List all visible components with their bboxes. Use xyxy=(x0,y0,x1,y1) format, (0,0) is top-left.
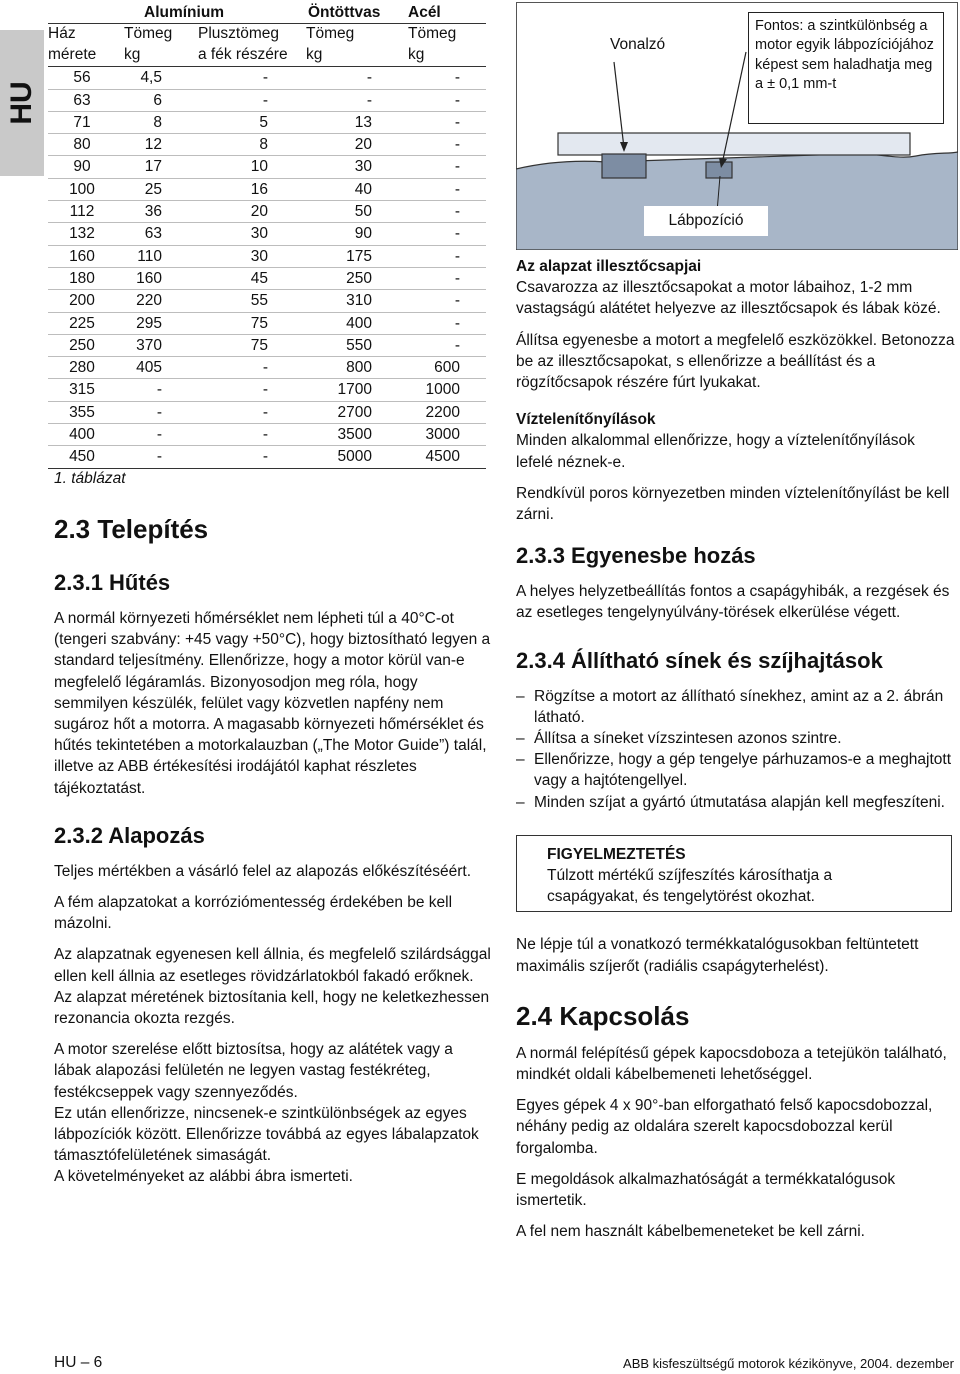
table-cell: 160 xyxy=(116,267,190,289)
table-row xyxy=(48,401,486,423)
table-row xyxy=(48,223,486,245)
table-cell: 550 xyxy=(298,334,398,356)
table-cell: 30 xyxy=(298,156,398,178)
table-cell: 36 xyxy=(116,201,190,223)
table-body xyxy=(48,67,486,468)
table-cell: 45 xyxy=(190,267,298,289)
cooling-paragraph: A normál környezeti hőmérséklet nem lépheti túl a 40°C-ot (tengeri szabvány: +45 vagy +50°C), hogy biztosítható legyen a standard teljesítmény. Ellenőrizze, hogy a motor körül van-e megfelelő légáramlás. Bizonyosodjon meg róla, hogy semmilyen készülék, felület vagy közvetlen napfény nem sugároz hőt a motorra. A magasabb környezeti hőmérséklet és hűtés tekintetében a motorkalauzban („The Motor Guide”) talál, illetve az ABB értékesítési irodájától kaphat részletes tájékoztatást. xyxy=(54,610,491,797)
drain-paragraph-2: Rendkívül poros környezetben minden víztelenítőnyílást be kell zárni. xyxy=(516,484,950,524)
table-cell: 13 xyxy=(298,111,398,133)
table-cell: - xyxy=(398,156,486,178)
table-cell: 355 xyxy=(48,401,116,423)
foundation-paragraph-2: A fém alapzatokat a korróziómentesség érdekében be kell mázolni. xyxy=(54,894,453,933)
table-cell: - xyxy=(116,401,190,423)
header-frame-size: Ház xyxy=(48,25,76,43)
foundation-paragraph-4a: A motor szerelése előtt biztosítsa, hogy az alátétek vagy a lábak alapozási felületén ne legyen vastag festékréteg, festékcseppek vagy szennyeződés. xyxy=(54,1041,453,1101)
header-st-mass: Tömeg xyxy=(408,25,457,43)
table-cell: 295 xyxy=(116,312,190,334)
table-cell: 112 xyxy=(48,201,116,223)
mass-table-container xyxy=(48,2,488,469)
table-cell: - xyxy=(190,89,298,111)
table-cell: 450 xyxy=(48,446,116,468)
heading-alignment: 2.3.3 Egyenesbe hozás xyxy=(516,543,756,569)
table-cell: 2200 xyxy=(398,401,486,423)
table-cell: 180 xyxy=(48,267,116,289)
bolts-paragraph: Csavarozza az illesztőcsapokat a motor lábaihoz, 1-2 mm vastagságú alátétet helyezve az illesztőcsapok és lábak közé. xyxy=(516,279,941,318)
table-cell: 75 xyxy=(190,334,298,356)
table-cell: 405 xyxy=(116,357,190,379)
table-cell: 55 xyxy=(190,290,298,312)
table-cell: 10 xyxy=(190,156,298,178)
foot-pad-left xyxy=(602,154,646,178)
table-cell: - xyxy=(190,424,298,446)
table-cell: 25 xyxy=(116,178,190,200)
ruler-shape xyxy=(558,133,910,155)
table-cell: - xyxy=(398,245,486,267)
header-extra-mass: Plusztömeg xyxy=(198,25,279,43)
table-cell: 175 xyxy=(298,245,398,267)
header-frame-size-2: mérete xyxy=(48,44,116,67)
table-cell: 3500 xyxy=(298,424,398,446)
table-cell: 1700 xyxy=(298,379,398,401)
table-cell: 1000 xyxy=(398,379,486,401)
table-cell: 280 xyxy=(48,357,116,379)
table-cell: 90 xyxy=(298,223,398,245)
heading-rails: 2.3.4 Állítható sínek és szíjhajtások xyxy=(516,647,883,673)
table-row xyxy=(48,201,486,223)
table-cell: 800 xyxy=(298,357,398,379)
left-column xyxy=(54,512,494,1188)
table-cell: 20 xyxy=(190,201,298,223)
table-row xyxy=(48,379,486,401)
table-row xyxy=(48,424,486,446)
table-cell: - xyxy=(190,446,298,468)
table-cell: 71 xyxy=(48,111,116,133)
alignment-paragraph: A helyes helyzetbeállítás fontos a csapágyhibák, a rezgések és az esetleges tengelynyúlvány-törések elkerülése végett. xyxy=(516,583,950,622)
table-cell: 370 xyxy=(116,334,190,356)
connection-paragraph-2: Egyes gépek 4 x 90°-ban elforgatható felső kapocsdobozzal, néhány pedig az oldalára szerelt kapocsdobozzal kerül forgalomba. xyxy=(516,1097,933,1157)
header-ci-mass: Tömeg xyxy=(306,25,355,43)
table-cell: 100 xyxy=(48,178,116,200)
foundation-paragraph-1: Teljes mértékben a vásárló felel az alapozás előkészítéséért. xyxy=(54,862,471,880)
belt-paragraph: Ne lépje túl a vonatkozó termékkatalógusokban feltüntetett maximális szíjerőt (radiális csapágyterhelést). xyxy=(516,936,919,975)
table-cell: - xyxy=(398,312,486,334)
foundation-paragraph-3: Az alapzatnak egyenesen kell állnia, és megfelelő szilárdsággal ellen kell állnia az esetleges rövidzárlatokból fakadó erőknek. Az alapzat méretének biztosítania kell, hogy ne keletkezhessen rezonancia okozta rezgés. xyxy=(54,946,491,1028)
language-code: HU xyxy=(5,81,38,125)
ruler-label: Vonalzó xyxy=(610,36,666,53)
table-cell: 315 xyxy=(48,379,116,401)
table-cell: - xyxy=(116,424,190,446)
table-cell: 8 xyxy=(190,134,298,156)
table-cell: - xyxy=(298,89,398,111)
table-cell: 132 xyxy=(48,223,116,245)
foundation-level-diagram xyxy=(516,2,958,250)
table-cell: - xyxy=(398,334,486,356)
table-cell: - xyxy=(190,357,298,379)
warning-title: FIGYELMEZTETÉS xyxy=(547,845,686,863)
table-cell: - xyxy=(398,67,486,89)
foot-label: Lábpozíció xyxy=(668,212,744,229)
table-row xyxy=(48,156,486,178)
bolts-paragraph-2: Állítsa egyenesbe a motort a megfelelő eszközökkel. Betonozza be az illesztőcsapokat, s ellenőrizze a beállítást és a rögzítőcsapok részére fúrt lyukakat. xyxy=(516,331,955,392)
table-cell: 4500 xyxy=(398,446,486,468)
table-row xyxy=(48,290,486,312)
table-cell: 200 xyxy=(48,290,116,312)
group-steel: Acél xyxy=(398,2,486,24)
table-cell: 12 xyxy=(116,134,190,156)
heading-cooling: 2.3.1 Hűtés xyxy=(54,570,171,595)
table-row xyxy=(48,111,486,133)
table-cell: 110 xyxy=(116,245,190,267)
table-cell: 600 xyxy=(398,357,486,379)
table-cell: - xyxy=(398,89,486,111)
table-cell: - xyxy=(190,67,298,89)
table-cell: 63 xyxy=(116,223,190,245)
list-item: – Minden szíjat a gyártó útmutatása alapján kell megfeszíteni. xyxy=(516,792,956,813)
table-cell: 6 xyxy=(116,89,190,111)
table-cell: 20 xyxy=(298,134,398,156)
table-cell: 30 xyxy=(190,223,298,245)
table-row xyxy=(48,334,486,356)
table-cell: - xyxy=(398,201,486,223)
foundation-paragraph-4b: Ez után ellenőrizze, nincsenek-e szintkülönbségek az egyes lábpozíciók között. Ellenőrizze továbbá az egyes lábalapzatok támasztófelületének simaságát. xyxy=(54,1104,479,1165)
table-cell: 4,5 xyxy=(116,67,190,89)
table-cell: - xyxy=(398,111,486,133)
bolts-title: Az alapzat illesztőcsapjai xyxy=(516,258,702,275)
table-cell: 17 xyxy=(116,156,190,178)
heading-foundation: 2.3.2 Alapozás xyxy=(54,822,205,848)
table-cell: 75 xyxy=(190,312,298,334)
table-row xyxy=(48,446,486,468)
table-cell: 90 xyxy=(48,156,116,178)
table-row xyxy=(48,267,486,289)
connection-paragraph-1: A normál felépítésű gépek kapocsdoboza a tetejükön található, mindkét oldali kábelbemeneti lehetőséggel. xyxy=(516,1044,947,1084)
foundation-paragraph-4c: A követelményeket az alábbi ábra ismerteti. xyxy=(54,1168,353,1186)
rails-list xyxy=(516,686,956,813)
table-cell: 50 xyxy=(298,201,398,223)
table-row xyxy=(48,67,486,89)
level-note-box xyxy=(748,12,944,124)
level-note-text: Fontos: a szintkülönbség a motor egyik lábpozíciójához képest sem haladhatja meg a ± 0,1 mm-t xyxy=(755,18,934,93)
foot-pad-right xyxy=(706,162,732,178)
table-row xyxy=(48,312,486,334)
table-cell: 16 xyxy=(190,178,298,200)
table-cell: - xyxy=(190,401,298,423)
drain-paragraph: Minden alkalommal ellenőrizze, hogy a víztelenítőnyílások lefelé néznek-e. xyxy=(516,432,915,471)
heading-installation: 2.3 Telepítés xyxy=(54,514,209,544)
table-cell: - xyxy=(398,178,486,200)
table-row xyxy=(48,245,486,267)
table-cell: - xyxy=(398,267,486,289)
header-ci-mass-unit: kg xyxy=(298,44,398,67)
group-aluminium: Alumínium xyxy=(116,2,298,24)
table-cell: 8 xyxy=(116,111,190,133)
table-row xyxy=(48,134,486,156)
connection-paragraph-4: A fel nem használt kábelbemeneteket be kell zárni. xyxy=(516,1223,865,1241)
heading-connection: 2.4 Kapcsolás xyxy=(516,1000,690,1031)
table-cell: - xyxy=(398,134,486,156)
table-caption: 1. táblázat xyxy=(54,470,126,487)
header-mass-unit: kg xyxy=(116,44,190,67)
table-row xyxy=(48,357,486,379)
header-extra-mass-2: a fék részére xyxy=(190,44,298,67)
table-cell: 220 xyxy=(116,290,190,312)
warning-box xyxy=(516,835,952,913)
foot-label-box xyxy=(644,206,768,236)
header-st-mass-unit: kg xyxy=(398,44,486,67)
table-cell: 5000 xyxy=(298,446,398,468)
table-cell: 250 xyxy=(48,334,116,356)
table-cell: 40 xyxy=(298,178,398,200)
table-cell: 400 xyxy=(48,424,116,446)
table-cell: 400 xyxy=(298,312,398,334)
table-cell: - xyxy=(116,379,190,401)
group-cast-iron: Öntöttvas xyxy=(298,2,398,24)
language-tab xyxy=(0,30,44,176)
table-cell: - xyxy=(116,446,190,468)
table-cell: - xyxy=(190,379,298,401)
right-column xyxy=(516,256,956,1243)
list-item: – Ellenőrizze, hogy a gép tengelye párhuzamos-e a meghajtott vagy a hajtótengellyel. xyxy=(516,749,956,791)
mass-table xyxy=(48,2,486,469)
table-cell: - xyxy=(398,290,486,312)
table-cell: - xyxy=(398,223,486,245)
list-item: – Rögzítse a motort az állítható sínekhez, amint az a 2. ábrán látható. xyxy=(516,686,956,728)
drain-title: Víztelenítőnyílások xyxy=(516,411,656,429)
page-number: HU – 6 xyxy=(54,1354,103,1371)
table-cell: 5 xyxy=(190,111,298,133)
table-cell: 310 xyxy=(298,290,398,312)
table-cell: 56 xyxy=(48,67,116,89)
table-cell: 2700 xyxy=(298,401,398,423)
connection-paragraph-3: E megoldások alkalmazhatóságát a termékkatalógusok ismertetik. xyxy=(516,1170,896,1210)
table-row xyxy=(48,178,486,200)
list-item: – Állítsa a síneket vízszintesen azonos szintre. xyxy=(516,728,956,749)
table-cell: 250 xyxy=(298,267,398,289)
table-cell: 225 xyxy=(48,312,116,334)
table-cell: 63 xyxy=(48,89,116,111)
table-cell: 30 xyxy=(190,245,298,267)
table-row xyxy=(48,89,486,111)
table-cell: 3000 xyxy=(398,424,486,446)
table-cell: 80 xyxy=(48,134,116,156)
table-cell: - xyxy=(298,67,398,89)
footer-title: ABB kisfeszültségű motorok kézikönyve, 2004. dezember xyxy=(623,1356,954,1371)
table-cell: 160 xyxy=(48,245,116,267)
header-mass: Tömeg xyxy=(124,25,173,43)
warning-text: Túlzott mértékű szíjfeszítés károsíthatja a csapágyakat, és tengelytörést okozhat. xyxy=(547,867,833,906)
